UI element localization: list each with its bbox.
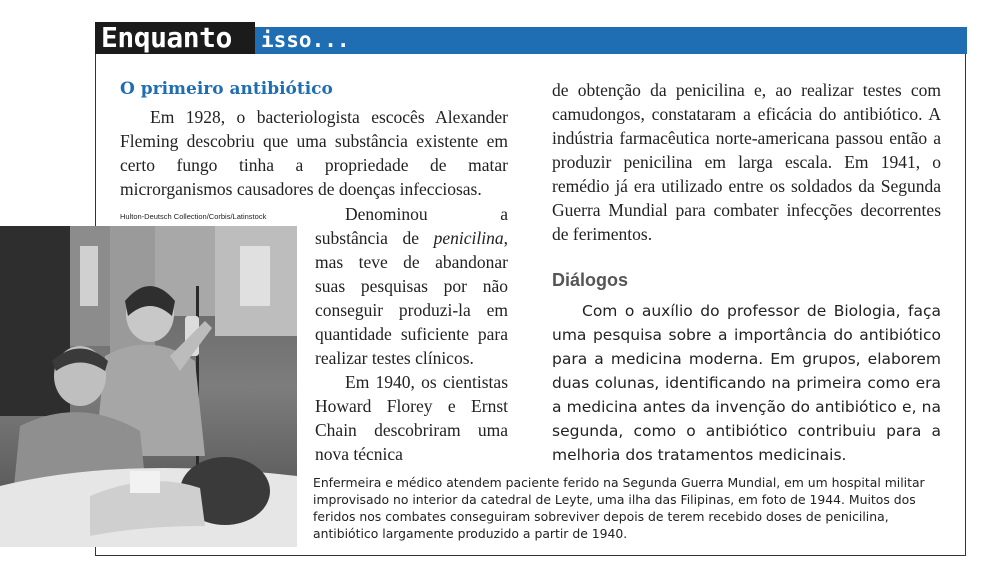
dialogos-body: Com o auxílio do professor de Biologia, faça uma pesquisa sobre a importância do antibiótico para a medicina moderna. Em grupos, elaborem duas colunas, identificando na primeira como era a medicina antes da invenção do antibiótico e, na segunda, como o antibiótico contribuiu para a melhoria dos tratamentos medicinais.	[552, 302, 941, 464]
dialogos-title: Diálogos	[552, 270, 629, 290]
paragraph-3: Em 1940, os cientistas Howard Florey e Ernst Chain descobriram uma nova técnica	[315, 372, 508, 464]
header-subtitle: isso...	[261, 28, 350, 52]
paragraph-2: Denominou a substância de penicilina, mas teve de abandonar suas pesquisas por não conseguir produzi-la em quantidade suficiente para realizar testes clínicos.	[315, 204, 508, 368]
penicilina-emphasis: penicilina	[433, 228, 504, 248]
header-title: Enquanto	[101, 21, 232, 54]
photo-credit: Hulton-Deutsch Collection/Corbis/Latinstock	[120, 212, 267, 221]
photo-illustration	[0, 226, 297, 547]
left-narrow-column	[315, 202, 508, 466]
section-title: O primeiro antibiótico	[120, 79, 333, 99]
header-blue-bar	[255, 27, 967, 54]
historical-photo	[0, 226, 297, 547]
photo-caption: Enfermeira e médico atendem paciente ferido na Segunda Guerra Mundial, em um hospital militar improvisado no interior da catedral de Leyte, uma ilha das Filipinas, em foto de 1944. Muitos dos feridos nos combates conseguiram sobreviver depois de terem recebido doses de penicilina, antibiótico largamente produzido a partir de 1940.	[313, 475, 925, 541]
paragraph-1: Em 1928, o bacteriologista escocês Alexander Fleming descobriu que uma substância existente em certo fungo tinha a propriedade de matar microrganismos causadores de doenças infecciosas.	[120, 107, 508, 199]
continuation-text: de obtenção da penicilina e, ao realizar testes com camudongos, constataram a eficácia do antibiótico. A indústria farmacêutica norte-americana passou então a produzir penicilina em larga escala. Em 1941, o remédio já era utilizado entre os soldados da Segunda Guerra Mundial para combater infecções decorrentes de ferimentos.	[552, 80, 941, 244]
